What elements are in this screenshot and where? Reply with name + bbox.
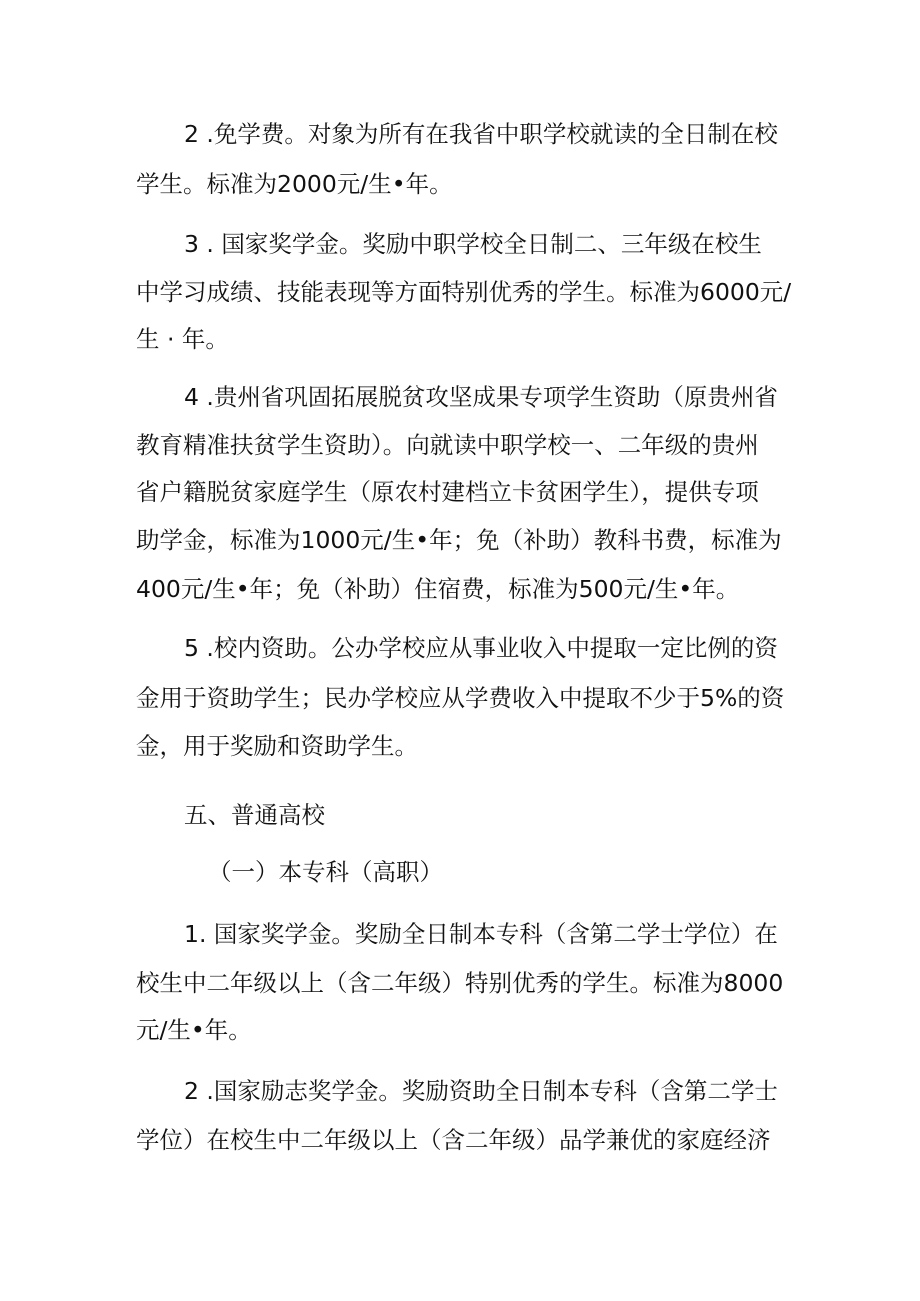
paragraph-line: 1. 国家奖学金。奖励全日制本专科（含第二学士学位）在	[184, 920, 778, 948]
paragraph-line: 教育精准扶贫学生资助）。向就读中职学校一、二年级的贵州	[136, 431, 759, 459]
paragraph-line: 中学习成绩、技能表现等方面特别优秀的学生。标准为6000元/	[136, 278, 792, 306]
paragraph-line: 助学金，标准为1000元/生•年；免（补助）教科书费，标准为	[136, 526, 782, 554]
paragraph-line: 2 .免学费。对象为所有在我省中职学校就读的全日制在校	[184, 120, 778, 148]
subsection-heading: （一）本专科（高职）	[208, 858, 443, 886]
paragraph-line: 金，用于奖励和资助学生。	[136, 732, 418, 760]
paragraph-line: 学生。标准为2000元/生•年。	[136, 170, 453, 198]
paragraph-line: 金用于资助学生；民办学校应从学费收入中提取不少于5%的资	[136, 684, 785, 712]
paragraph-line: 5 .校内资助。公办学校应从事业收入中提取一定比例的资	[184, 634, 778, 662]
paragraph-line: 400元/生•年；免（补助）住宿费，标准为500元/生•年。	[136, 575, 740, 603]
paragraph-line: 3 . 国家奖学金。奖励中职学校全日制二、三年级在校生	[184, 230, 762, 258]
paragraph-line: 学位）在校生中二年级以上（含二年级）品学兼优的家庭经济	[136, 1126, 771, 1154]
section-heading: 五、普通高校	[184, 801, 325, 829]
paragraph-line: 生 · 年。	[136, 325, 229, 353]
paragraph-line: 4 .贵州省巩固拓展脱贫攻坚成果专项学生资助（原贵州省	[184, 383, 778, 411]
paragraph-line: 元/生•年。	[136, 1016, 252, 1044]
paragraph-line: 校生中二年级以上（含二年级）特别优秀的学生。标准为8000	[136, 969, 784, 997]
paragraph-line: 省户籍脱贫家庭学生（原农村建档立卡贫困学生），提供专项	[136, 478, 759, 506]
paragraph-line: 2 .国家励志奖学金。奖励资助全日制本专科（含第二学士	[184, 1077, 778, 1105]
